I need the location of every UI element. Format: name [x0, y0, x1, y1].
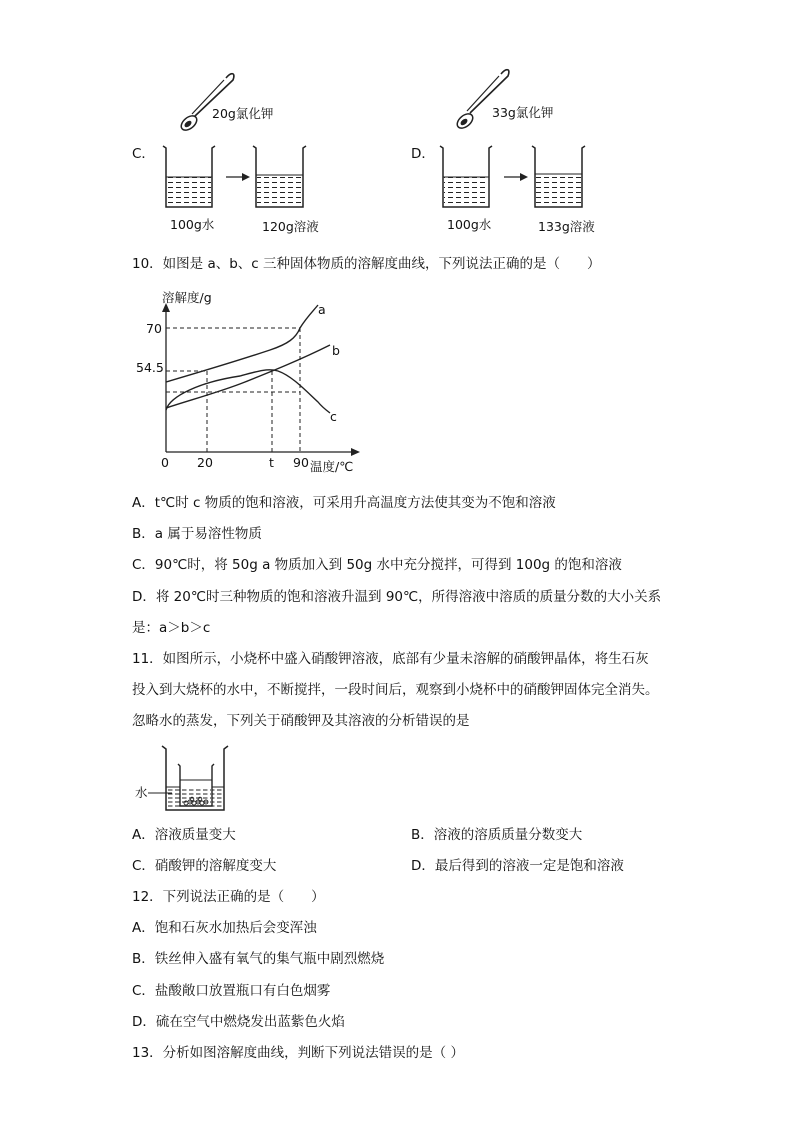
q11-option-a: A．溶液质量变大 [132, 827, 236, 843]
q11-option-d: D．最后得到的溶液一定是饱和溶液 [411, 858, 624, 874]
spoon-label-d: 33g氯化钾 [492, 105, 554, 120]
spoon-label-c: 20g氯化钾 [212, 106, 274, 121]
graph-ytick-70: 70 [146, 321, 162, 336]
caption-solution-c: 120g溶液 [262, 219, 319, 234]
caption-solution-d: 133g溶液 [538, 219, 595, 234]
q12-option-c: C．盐酸敞口放置瓶口有白色烟雾 [132, 983, 331, 999]
q12-option-b: B．铁丝伸入盛有氧气的集气瓶中剧烈燃烧 [132, 951, 385, 967]
option-d-letter: D． [411, 146, 435, 162]
caption-water-d: 100g水 [447, 217, 492, 232]
q11-stem-line-3: 忽略水的蒸发，下列关于硝酸钾及其溶液的分析错误的是 [132, 713, 470, 729]
q10-option-b: B．a 属于易溶性物质 [132, 526, 262, 542]
graph-xtick-90: 90 [293, 455, 309, 470]
q11-option-b: B．溶液的溶质质量分数变大 [411, 827, 583, 843]
graph-ylabel: 溶解度/g [162, 290, 212, 305]
option-c-letter: C． [132, 146, 155, 162]
graph-ytick-54-5: 54.5 [136, 360, 164, 375]
curve-label-b: b [332, 343, 340, 358]
q10-option-d-cont: 是：a＞b＞c [132, 620, 211, 636]
graph-xtick-t: t [269, 455, 274, 470]
q12-option-d: D．硫在空气中燃烧发出蓝紫色火焰 [132, 1014, 345, 1030]
q10-option-a: A．t℃时 c 物质的饱和溶液，可采用升高温度方法使其变为不饱和溶液 [132, 495, 556, 511]
caption-water-c: 100g水 [170, 217, 215, 232]
curve-label-a: a [318, 302, 326, 317]
q10-option-c: C．90℃时，将 50g a 物质加入到 50g 水中充分搅拌，可得到 100g 的饱和溶液 [132, 557, 622, 573]
q10-option-d: D．将 20℃时三种物质的饱和溶液升温到 90℃，所得溶液中溶质的质量分数的大小关系 [132, 589, 662, 605]
graph-xtick-20: 20 [197, 455, 213, 470]
q11-stem-line-1: 11．如图所示，小烧杯中盛入硝酸钾溶液，底部有少量未溶解的硝酸钾晶体，将生石灰 [132, 651, 649, 667]
q11-option-c: C．硝酸钾的溶解度变大 [132, 858, 277, 874]
q13-stem: 13．分析如图溶解度曲线，判断下列说法错误的是（ ） [132, 1045, 464, 1061]
curve-label-c: c [330, 409, 337, 424]
q12-stem: 12．下列说法正确的是（ ） [132, 889, 325, 905]
q11-stem-line-2: 投入到大烧杯的水中，不断搅拌，一段时间后，观察到小烧杯中的硝酸钾固体完全消失。 [132, 682, 659, 698]
figure-label-water: 水 [135, 785, 148, 800]
graph-origin: 0 [161, 455, 169, 470]
q12-option-a: A．饱和石灰水加热后会变浑浊 [132, 920, 317, 936]
q10-stem: 10．如图是 a、b、c 三种固体物质的溶解度曲线，下列说法正确的是（ ） [132, 256, 601, 272]
graph-xlabel: 温度/℃ [310, 459, 354, 474]
